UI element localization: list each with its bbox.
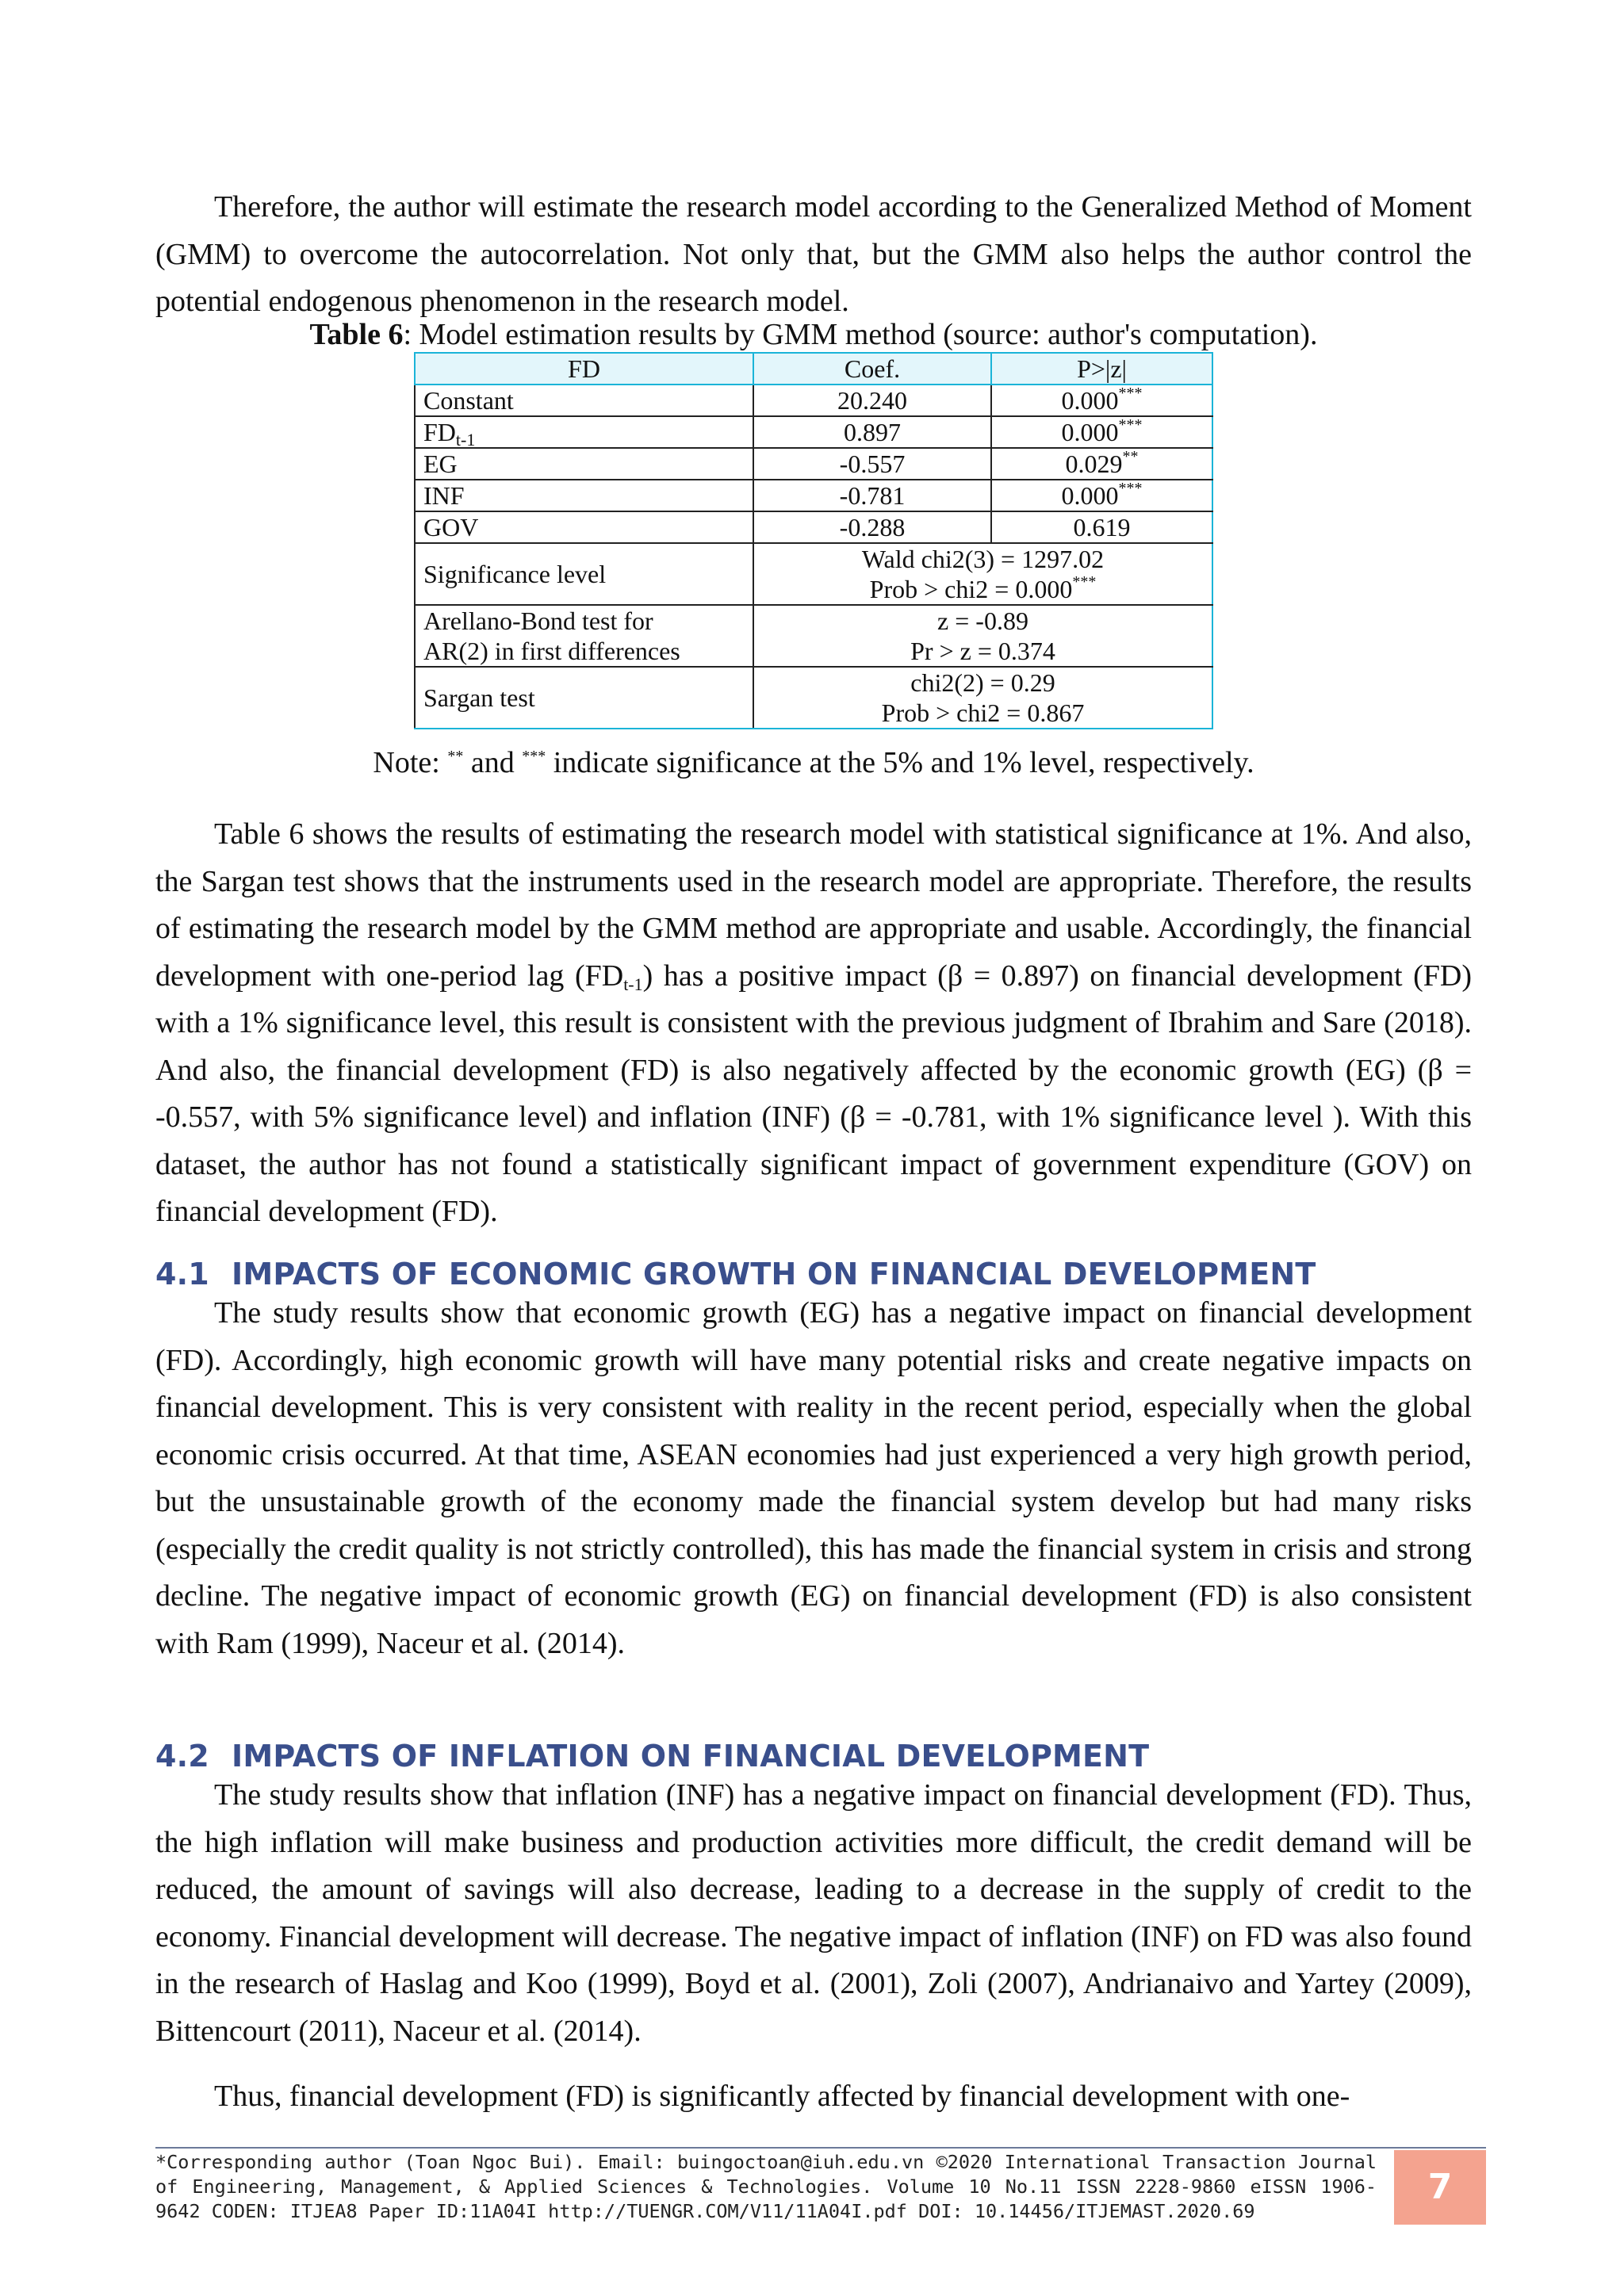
header-coef: Coef.: [753, 353, 991, 385]
table-row: [415, 480, 1212, 511]
sargan-label: Sargan test: [415, 667, 753, 729]
section-4-2-paragraph: The study results show that inflation (INF) has a negative impact on financial development (FD). Thus, the high inflation will make business and production activities more difficult, the credit demand will be reduced, the amount of savings will also decrease, leading to a decrease in the supply of credit to the economy. Financial development will decrease. The negative impact of inflation (INF) on FD was also found in the research of Haslag and Koo (1999), Boyd et al. (2001), Zoli (2007), Andrianaivo and Yartey (2009), Bittencourt (2011), Naceur et al. (2014).: [155, 1778, 1472, 2048]
table-row: [415, 448, 1212, 480]
significance-label: Significance level: [415, 543, 753, 605]
prob-chi2: Prob > chi2 = 0.000***: [869, 573, 1097, 603]
arellano-bond-values: [753, 605, 1212, 667]
row-variable: INF: [415, 480, 753, 511]
table-row: [415, 385, 1212, 416]
table-note: Note: ** and *** indicate significance at the 5% and 1% level, respectively.: [373, 746, 1254, 779]
row-variable: $FD_{t-1}$: [415, 416, 753, 448]
row-coef: -0.288: [753, 511, 991, 543]
row-coef: 0.897: [753, 416, 991, 448]
table-caption: [155, 316, 1472, 354]
ab-z-stat: z = -0.89: [937, 607, 1028, 635]
row-p: 0.029**: [991, 448, 1212, 480]
row-variable: EG: [415, 448, 753, 480]
row-variable: GOV: [415, 511, 753, 543]
sargan-prob: Prob > chi2 = 0.867: [881, 698, 1085, 727]
sargan-row: [415, 667, 1212, 729]
row-variable: Constant: [415, 385, 753, 416]
row-coef: 20.240: [753, 385, 991, 416]
header-fd: FD: [415, 353, 753, 385]
page-number-badge: 7: [1394, 2150, 1486, 2225]
row-p: 0.619: [991, 511, 1212, 543]
gmm-results-table: [414, 352, 1213, 729]
section-4-1-paragraph: The study results show that economic growth (EG) has a negative impact on financial development (FD). Accordingly, high economic growth will have many potential risks and create negative impacts on financial development. This is very consistent with reality in the recent period, especially when the global economic crisis occurred. At that time, ASEAN economies had just experienced a very high growth period, but the unsustainable growth of the economy made the financial system develop but had many risks (especially the credit quality is not strictly controlled), this has made the financial system in crisis and strong decline. The negative impact of economic growth (EG) on financial development (FD) is also consistent with Ram (1999), Naceur et al. (2014).: [155, 1296, 1472, 1660]
row-coef: -0.557: [753, 448, 991, 480]
arellano-bond-row: [415, 605, 1212, 667]
header-p-value: P>|z|: [991, 353, 1212, 385]
wald-chi2: Wald chi2(3) = 1297.02: [861, 545, 1105, 573]
section-heading-4-1: 4.1 IMPACTS OF ECONOMIC GROWTH ON FINANCIAL DEVELOPMENT: [155, 1257, 1316, 1292]
table-row: [415, 416, 1212, 448]
significance-row: [415, 543, 1212, 605]
intro-paragraph: Therefore, the author will estimate the research model according to the Generalized Method of Moment (GMM) to overcome the autocorrelation. Not only that, but the GMM also helps the author control the potential endogenous phenomenon in the research model.: [155, 190, 1472, 318]
results-paragraph: Table 6 shows the results of estimating the research model with statistical significance at 1%. And also, the Sargan test shows that the instruments used in the research model are appropriate. Therefore, the results of estimating the research model by the GMM method are appropriate and usable. Accordingly, the financial development with one-period lag $(FD_{t-1})$ has a positive impact (β = 0.897) on financial development (FD) with a 1% significance level, this result is consistent with the previous judgment of Ibrahim and Sare (2018). And also, the financial development (FD) is also negatively affected by the economic growth (EG) (β = -0.557, with 5% significance level) and inflation (INF) (β = -0.781, with 1% significance level ). With this dataset, the author has not found a statistically significant impact of government expenditure (GOV) on financial development (FD).: [155, 817, 1472, 1228]
table-caption-text: : Model estimation results by GMM method (source: author's computation).: [403, 318, 1318, 351]
ab-p-value: Pr > z = 0.374: [910, 637, 1055, 665]
footer-divider: [155, 2147, 1486, 2149]
significance-values: [753, 543, 1212, 605]
table-caption-label: Table 6: [309, 318, 404, 351]
footer-citation: *Corresponding author (Toan Ngoc Bui). Email: buingoctoan@iuh.edu.vn ©2020 International Transaction Journal of Engineering, Management, & Applied Sciences & Technologies. Volume 10 No.11 ISSN 2228-9860 eISSN 1906-9642 CODEN: ITJEA8 Paper ID:11A04I http://TUENGR.COM/V11/11A04I.pdf DOI: 10.14456/ITJEMAST.2020.69: [155, 2151, 1377, 2222]
table-row: [415, 511, 1212, 543]
sargan-chi2: chi2(2) = 0.29: [910, 668, 1055, 697]
row-p: 0.000***: [991, 480, 1212, 511]
sargan-values: [753, 667, 1212, 729]
row-p: 0.000***: [991, 385, 1212, 416]
arellano-bond-label: Arellano-Bond test for AR(2) in first differences: [415, 605, 753, 667]
row-p: 0.000***: [991, 416, 1212, 448]
section-heading-4-2: 4.2 IMPACTS OF INFLATION ON FINANCIAL DEVELOPMENT: [155, 1739, 1150, 1774]
closing-paragraph: Thus, financial development (FD) is significantly affected by financial development with one-: [214, 2080, 1350, 2113]
table-header-row: [415, 353, 1212, 385]
row-coef: -0.781: [753, 480, 991, 511]
